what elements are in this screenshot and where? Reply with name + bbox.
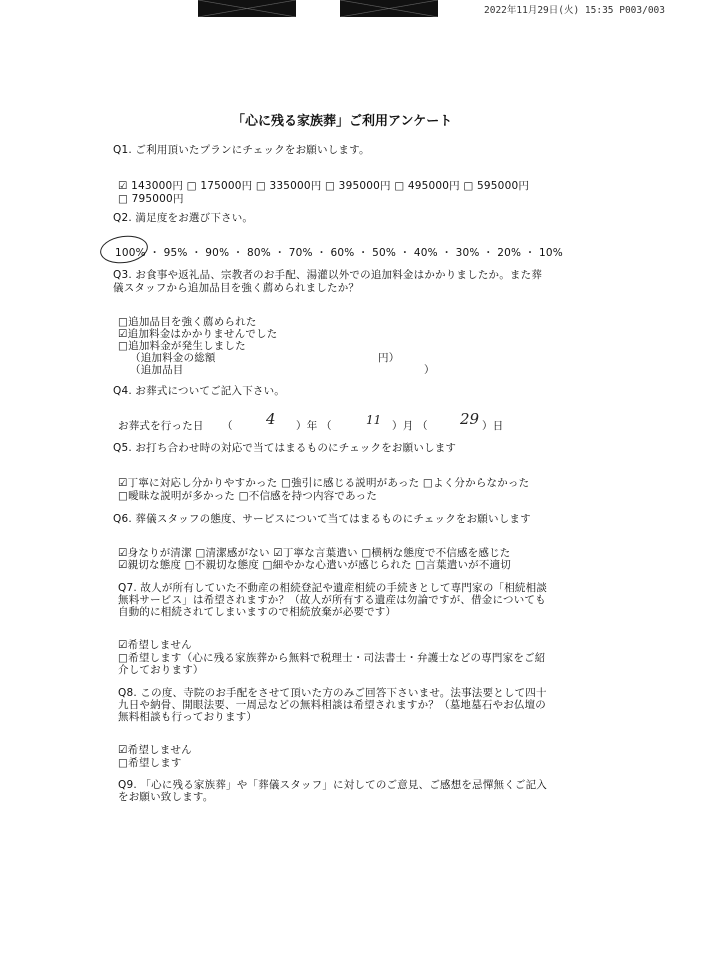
q7-option-yes-line2: 介しております） [118, 664, 204, 676]
q4-year-label: ）年 （ [296, 420, 332, 432]
survey-title: 「心に残る家族葬」ご利用アンケート [232, 114, 453, 129]
q9-question-line2: をお願い致します。 [118, 791, 214, 803]
q8-option-no[interactable]: ☑希望しません [118, 744, 192, 756]
q3-extra-items-label: （追加品目 [130, 364, 184, 376]
q4-day-label: ）日 [482, 420, 504, 432]
q4-paren-open: （ [222, 420, 233, 432]
q8-option-yes[interactable]: □希望します [118, 757, 182, 769]
q4-month-handwritten[interactable]: 11 [366, 413, 382, 427]
q3-option-pushed-items[interactable]: □追加品目を強く薦められた [118, 316, 257, 328]
q3-question-line1: Q3. お食事や返礼品、宗教者のお手配、湯灌以外での追加料金はかかりましたか。また葬 [113, 269, 543, 281]
q5-question: Q5. お打ち合わせ時の対応で当てはまるものにチェックをお願いします [113, 442, 457, 454]
q9-question-line1: Q9. 「心に残る家族葬」や「葬儀スタッフ」に対してのご意見、ご感想を忌憚無くご記入 [118, 779, 548, 791]
q6-options-row2[interactable]: ☑親切な態度 □不親切な態度 □細やかな心遣いが感じられた □言葉遣いが不適切 [118, 559, 511, 571]
q2-question: Q2. 満足度をお選び下さい。 [113, 212, 254, 224]
q3-extra-items-close: ） [424, 364, 435, 376]
q3-option-no-extra-fee[interactable]: ☑追加料金はかかりませんでした [118, 328, 278, 340]
q3-extra-total-unit: 円） [378, 352, 400, 364]
q4-question: Q4. お葬式についてご記入下さい。 [113, 385, 286, 397]
q4-month-label: ）月 （ [392, 420, 428, 432]
q4-date-label: お葬式を行った日 [118, 420, 204, 432]
q3-extra-total-label: （追加料金の総額 [130, 352, 216, 364]
q5-options-row1[interactable]: ☑丁寧に対応し分かりやすかった □強引に感じる説明があった □よく分からなかった [118, 477, 530, 489]
q4-year-handwritten[interactable]: 4 [266, 410, 276, 428]
q8-question-line3: 無料相談も行っております） [118, 711, 258, 723]
q7-option-yes-line1[interactable]: □希望します（心に残る家族葬から無料で税理士・司法書士・弁護士などの専門家をご紹 [118, 652, 546, 664]
q6-options-row1[interactable]: ☑身なりが清潔 □清潔感がない ☑丁寧な言葉遣い □横柄な態度で不信感を感じた [118, 547, 511, 559]
q3-option-extra-fee[interactable]: □追加料金が発生しました [118, 340, 246, 352]
q1-plan-options[interactable]: ☑ 143000円 □ 175000円 □ 335000円 □ 395000円 □ 495000円 □ 595000円 [118, 180, 530, 192]
q6-question: Q6. 葬儀スタッフの態度、サービスについて当てはまるものにチェックをお願いします [113, 513, 531, 525]
q3-question-line2: 儀スタッフから追加品目を強く薦められましたか？ [113, 282, 360, 294]
q7-question-line3: 自動的に相続されてしまいますので相続放棄が必要です） [118, 606, 397, 618]
q2-satisfaction-scale[interactable]: 100% ・ 95% ・ 90% ・ 80% ・ 70% ・ 60% ・ 50% ・ 40% ・ 30% ・ 20% ・ 10% [115, 247, 563, 259]
redacted-block-left [198, 0, 296, 17]
q8-question-line1: Q8. この度、寺院のお手配をさせて頂いた方のみご回答下さいませ。法事法要として四十 [118, 687, 547, 699]
q4-day-handwritten[interactable]: 29 [460, 410, 480, 428]
redacted-block-right [340, 0, 438, 17]
q7-option-no[interactable]: ☑希望しません [118, 639, 192, 651]
q7-question-line2: 無料サービス」は希望されますか？（故人が所有する遺産は勿論ですが、借金についても [118, 594, 546, 606]
q1-question: Q1. ご利用頂いたプランにチェックをお願いします。 [113, 144, 370, 156]
q5-options-row2[interactable]: □曖昧な説明が多かった □不信感を持つ内容であった [118, 490, 378, 502]
fax-header: 2022年11月29日(火) 15:35 P003/003 [484, 5, 665, 16]
q7-question-line1: Q7. 故人が所有していた不動産の相続登記や遺産相続の手続きとして専門家の「相続相談 [118, 582, 548, 594]
q1-plan-option-795000[interactable]: □ 795000円 [118, 193, 184, 205]
q8-question-line2: 九日や納骨、開眼法要、一周忌などの無料相談は希望されますか？（墓地墓石やお仏壇の [118, 699, 546, 711]
